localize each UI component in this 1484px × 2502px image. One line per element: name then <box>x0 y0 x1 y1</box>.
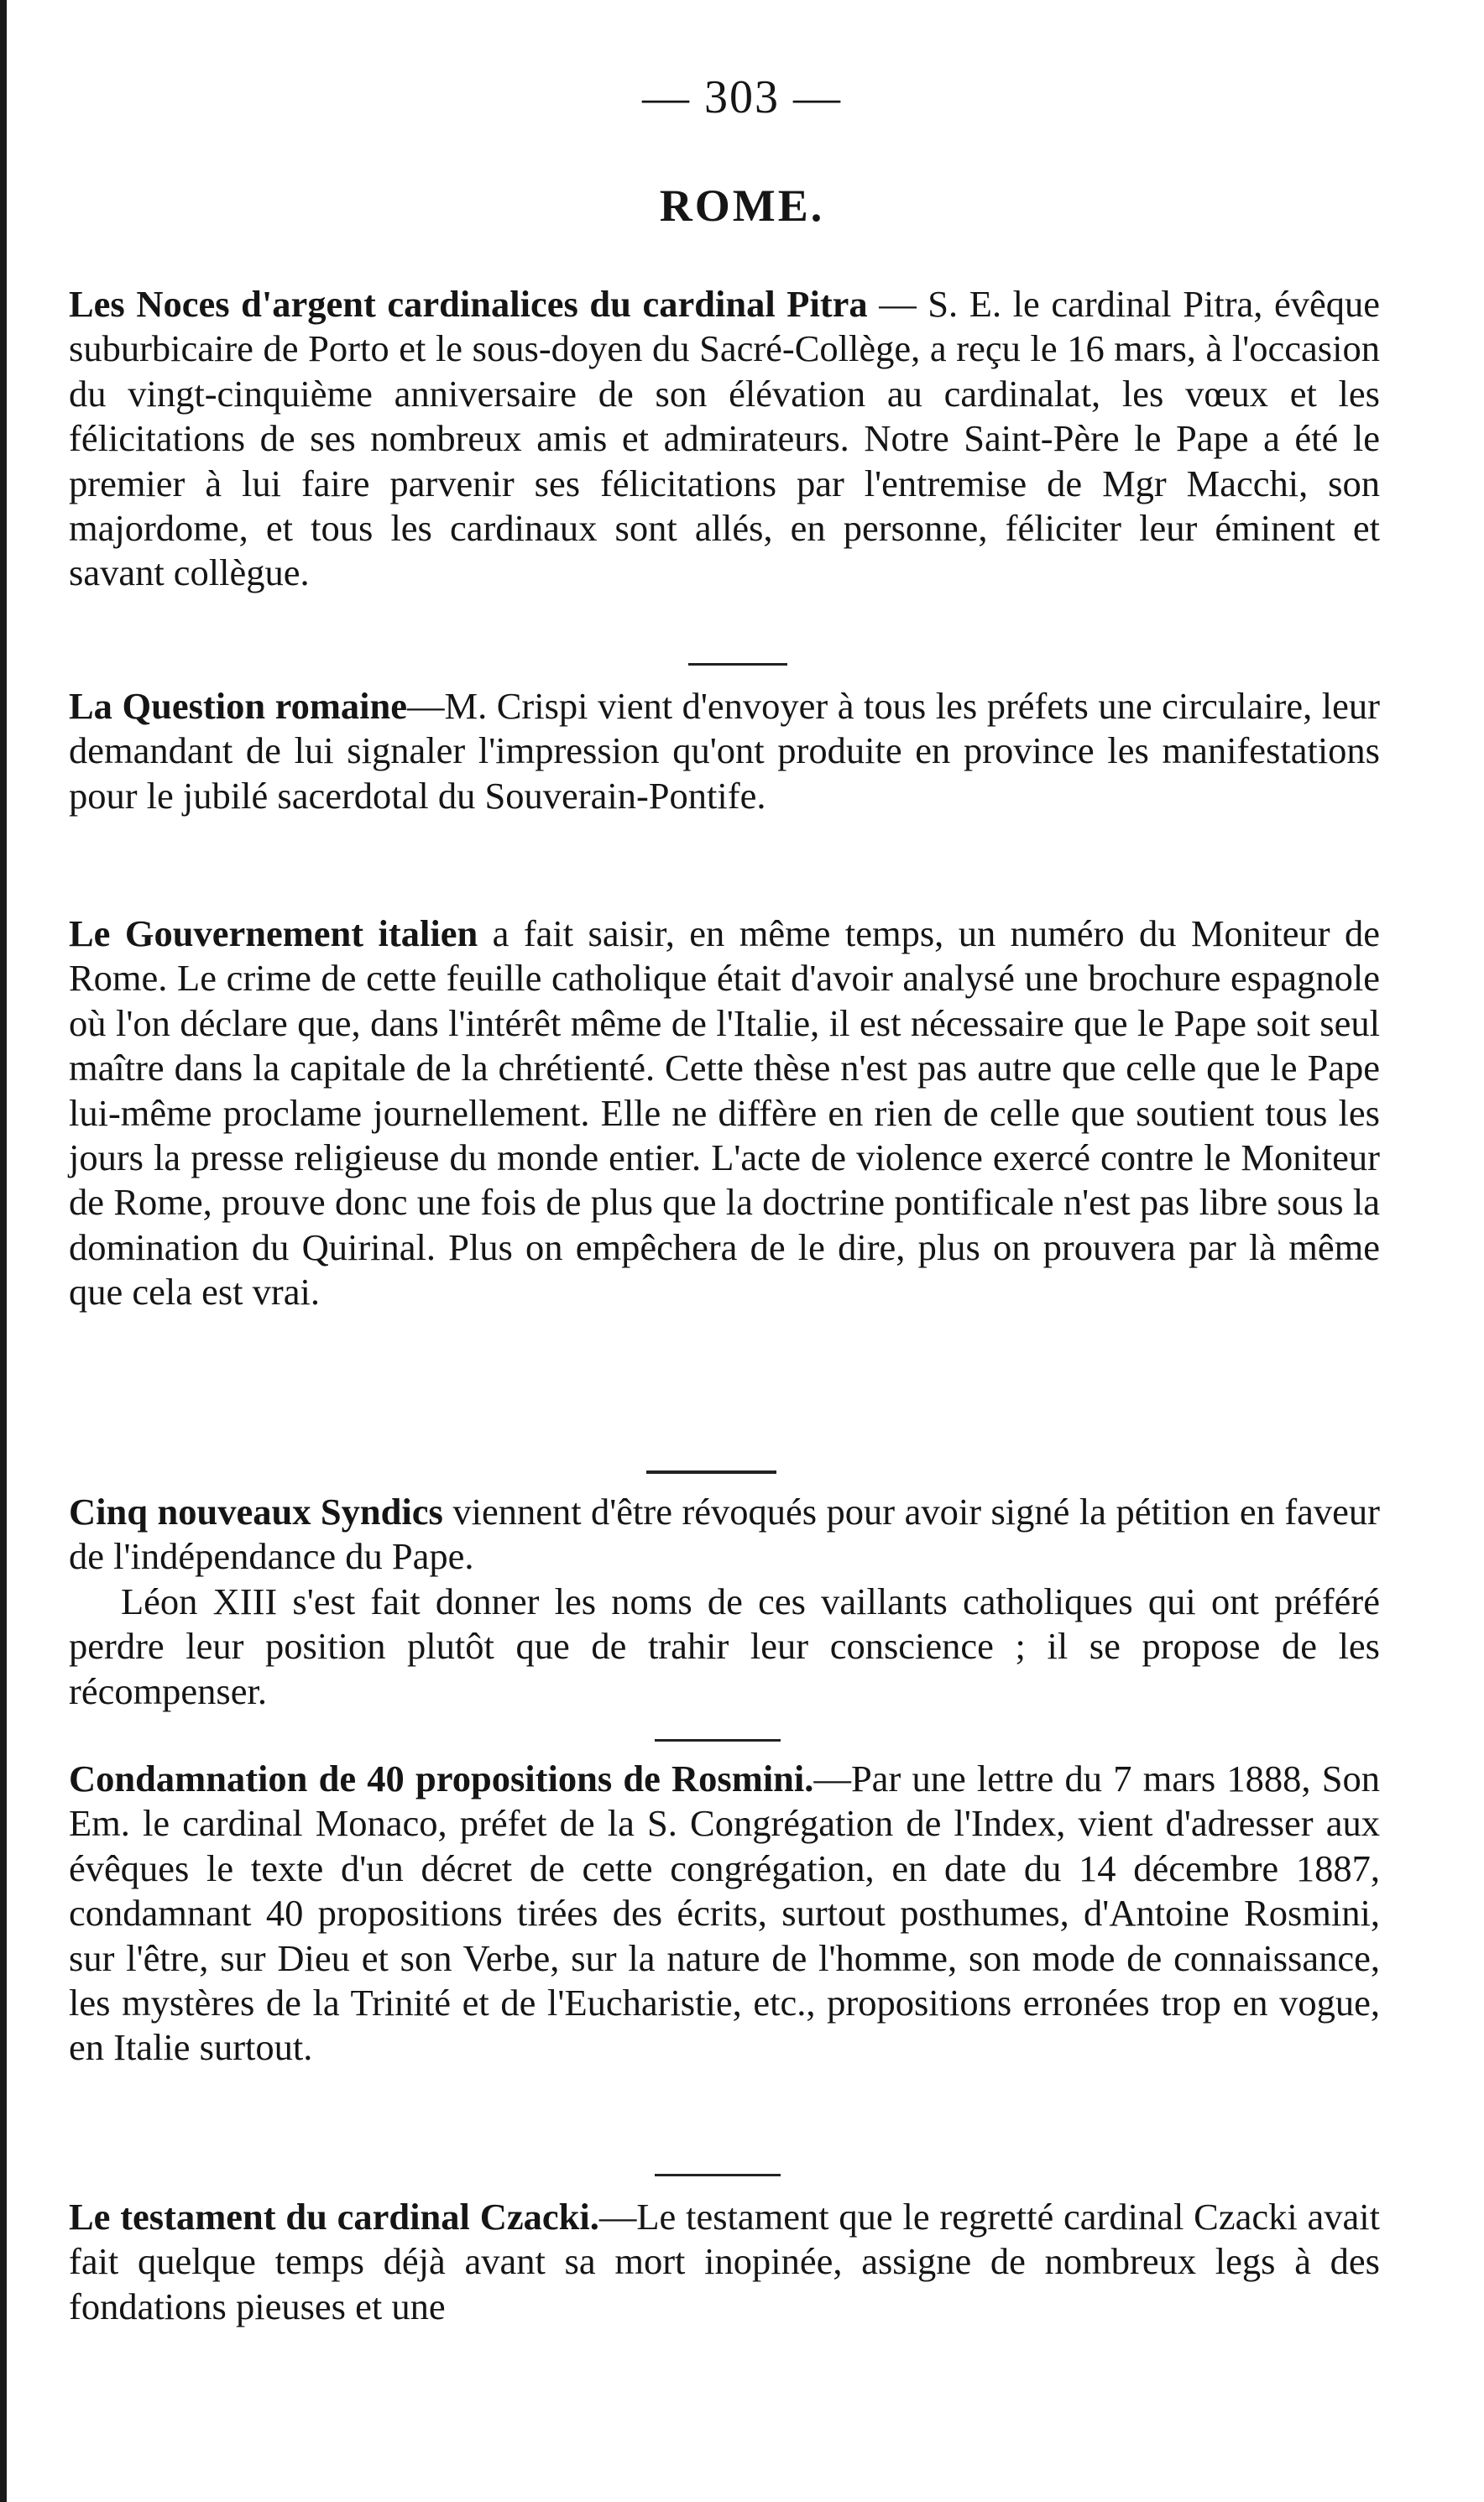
article-text: —Par une lettre du 7 mars 1888, Son Em. le cardinal Monaco, préfet de la S. Congrégation de l'Index, vient d'adresser aux évêques le texte d'un décret de cette congrégation, en date du 14 décembre 1887, condamnant 40 propositions tirées des écrits, surtout posthumes, d'Antoine Rosmini, sur l'être, sur Dieu et son Verbe, sur la nature de l'homme, son mode de connaissance, les mystères de la Trinité et de l'Eucharistie, etc., propositions erronées trop en vogue, en Italie surtout. <box>69 1758 1381 2069</box>
separator-rule <box>646 1470 776 1474</box>
article-text-continued: Léon XIII s'est fait donner les noms de ces vaillants catholiques qui ont préféré perdre leur position plutôt que de trahir leur conscience ; il se propose de les récompenser. <box>69 1580 1380 1712</box>
article-text: —M. Crispi vient d'envoyer à tous les préfets une circulaire, leur demandant de lui signaler l'impression qu'ont produite en province les manifestations pour le jubilé sacerdotal du Souverain-Pontife. <box>69 685 1380 817</box>
article-lead: Cinq nouveaux Syndics <box>69 1491 443 1533</box>
article-noces-pitra <box>69 282 1380 596</box>
article-lead: Les Noces d'argent cardinalices du cardinal Pitra <box>69 283 868 325</box>
article-lead: La Question romaine <box>69 685 408 727</box>
article-gouvernement-italien <box>69 911 1380 1315</box>
separator-rule <box>655 2174 781 2176</box>
page-number: — 303 — <box>642 71 842 123</box>
article-lead: Condamnation de 40 propositions de Rosmini. <box>69 1758 814 1799</box>
article-rosmini <box>69 1757 1380 2071</box>
article-lead: Le Gouvernement italien <box>69 912 478 954</box>
article-text: viennent d'être révoqués pour avoir signé la pétition en faveur de l'indépendance du Pape. <box>69 1491 1380 1578</box>
separator-rule <box>655 1739 781 1742</box>
separator-rule <box>688 663 787 666</box>
section-title: ROME. <box>659 180 825 231</box>
article-lead: Le testament du cardinal Czacki. <box>69 2196 599 2238</box>
article-text: — S. E. le cardinal Pitra, évêque suburbicaire de Porto et le sous-doyen du Sacré-Collège, a reçu le 16 mars, à l'occasion du vingt-cinquième anniversaire de son élévation au cardinalat, les vœux et les félicitations de ses nombreux amis et admirateurs. Notre Saint-Père le Pape a été le premier à lui faire parvenir ses félicitations par l'entremise de Mgr Macchi, son majordome, et tous les cardinaux sont allés, en personne, féliciter leur éminent et savant collègue. <box>69 283 1380 594</box>
article-testament-czacki <box>69 2195 1380 2329</box>
article-text: —Le testament que le regretté cardinal Czacki avait fait quelque temps déjà avant sa mort inopinée, assigne de nombreux legs à des fondations pieuses et une <box>69 2196 1380 2327</box>
article-syndics <box>69 1490 1380 1714</box>
article-question-romaine <box>69 684 1380 818</box>
article-text: a fait saisir, en même temps, un numéro du Moniteur de Rome. Le crime de cette feuille catholique était d'avoir analysé une brochure espagnole où l'on déclare que, dans l'intérêt même de l'Italie, il est nécessaire que le Pape soit seul maître dans la capitale de la chrétienté. Cette thèse n'est pas autre que celle que le Pape lui-même proclame journellement. Elle ne diffère en rien de celle que soutient tous les jours la presse religieuse du monde entier. L'acte de violence exercé contre le Moniteur de Rome, prouve donc une fois de plus que la doctrine pontificale n'est pas libre sous la domination du Quirinal. Plus on empêchera de le dire, plus on prouvera par là même que cela est vrai. <box>69 912 1380 1314</box>
